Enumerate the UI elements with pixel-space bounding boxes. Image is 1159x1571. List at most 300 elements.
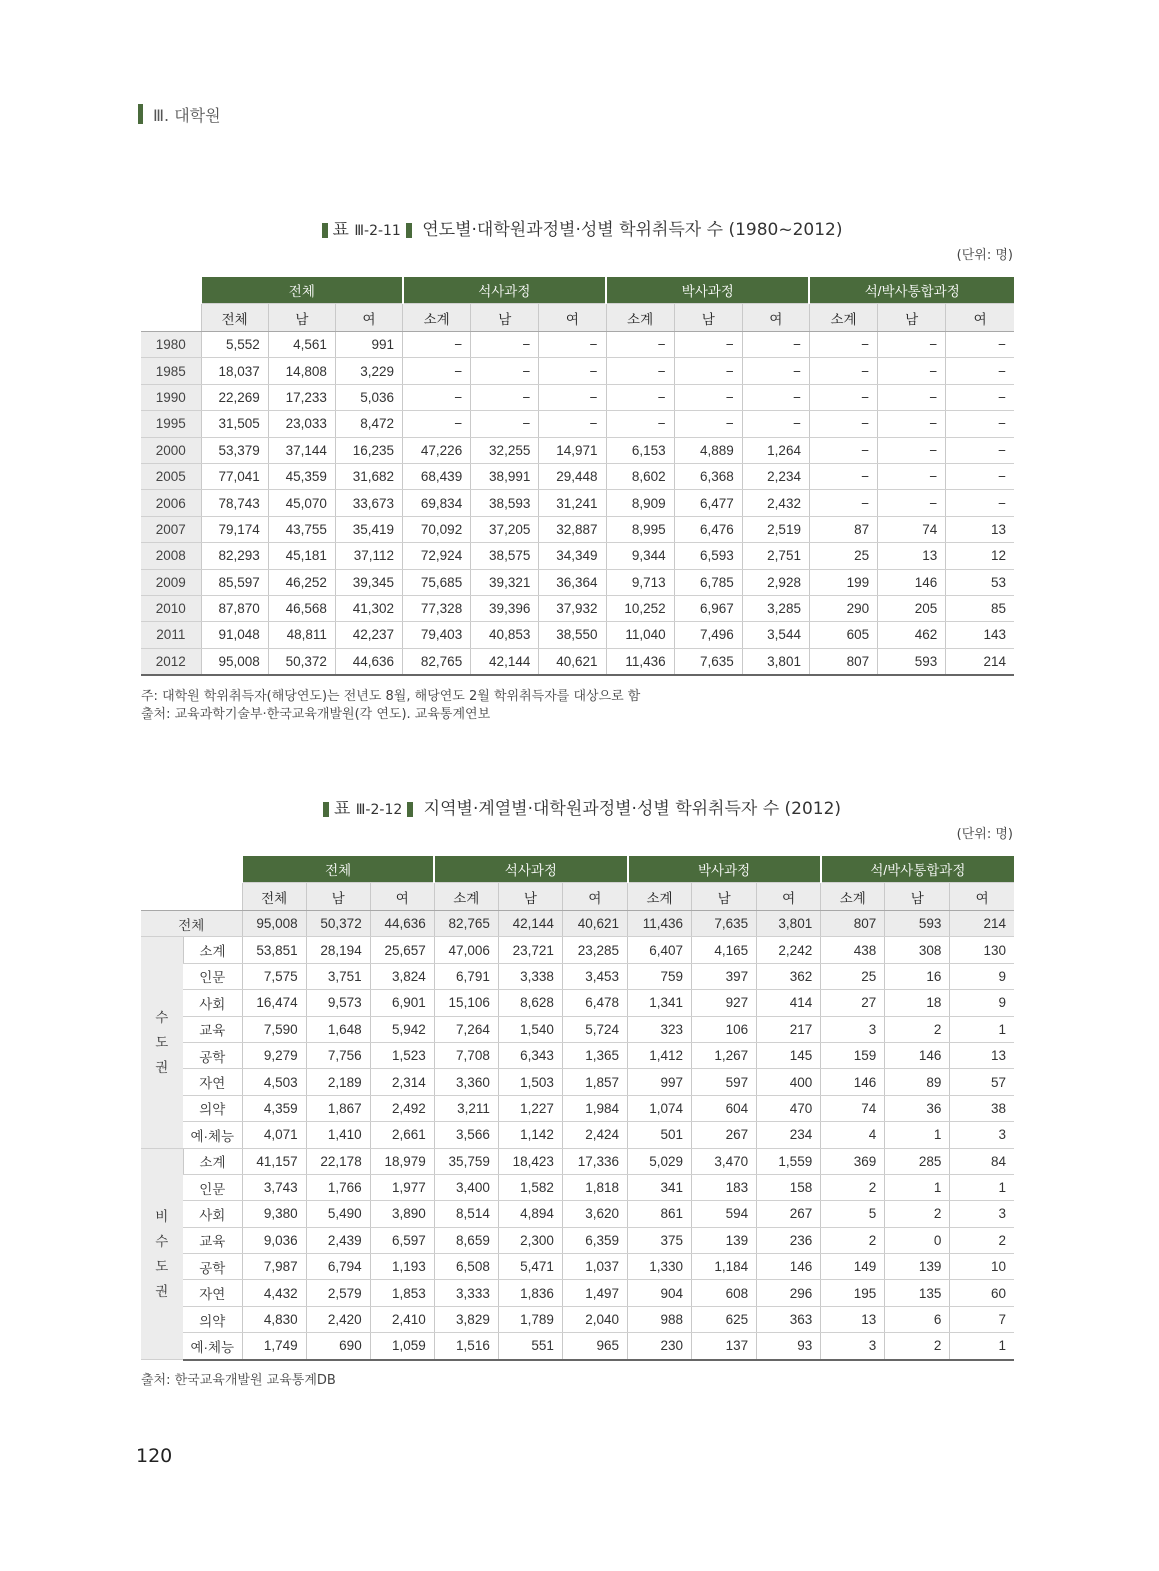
data-cell: 323 (628, 1016, 692, 1042)
data-cell: 8,659 (434, 1227, 498, 1253)
data-cell: 146 (821, 1069, 885, 1095)
column-header: 남 (268, 304, 335, 332)
data-cell: 13 (950, 1042, 1014, 1068)
data-cell: 70,092 (403, 516, 471, 542)
data-cell: − (878, 332, 946, 358)
caption-marker (406, 223, 412, 238)
data-cell: 1 (950, 1016, 1014, 1042)
data-cell: 1,503 (498, 1069, 562, 1095)
data-cell: 462 (878, 622, 946, 648)
table-row (141, 516, 1014, 542)
data-cell: 6,407 (628, 937, 692, 963)
data-cell: 593 (878, 648, 946, 675)
data-cell: 2,432 (742, 490, 809, 516)
data-cell: 9,380 (242, 1201, 306, 1227)
data-cell: 38 (950, 1095, 1014, 1121)
data-cell: 470 (757, 1095, 821, 1121)
data-cell: 7,756 (306, 1042, 370, 1068)
data-cell: 3,743 (242, 1174, 306, 1200)
group-header: 석/박사통합과정 (821, 856, 1014, 883)
data-cell: 87 (809, 516, 877, 542)
year-cell: 2012 (141, 648, 201, 675)
data-cell: 2,492 (370, 1095, 434, 1121)
data-cell: 3,229 (335, 358, 402, 384)
data-cell: 1,516 (434, 1333, 498, 1360)
data-cell: 2 (885, 1333, 950, 1360)
group-header: 석/박사통합과정 (809, 277, 1014, 304)
data-cell: 965 (562, 1333, 627, 1360)
data-cell: 3 (821, 1016, 885, 1042)
data-cell: 146 (757, 1254, 821, 1280)
data-cell: 1,789 (498, 1306, 562, 1332)
category-cell: 교육 (183, 1016, 242, 1042)
data-cell: 7,590 (242, 1016, 306, 1042)
category-cell: 의약 (183, 1095, 242, 1121)
data-cell: 139 (885, 1254, 950, 1280)
data-cell: 36 (885, 1095, 950, 1121)
category-cell: 자연 (183, 1280, 242, 1306)
header-corner-blank (141, 856, 242, 883)
table-row (141, 1148, 1014, 1174)
data-cell: 75,685 (403, 569, 471, 595)
data-cell: − (878, 463, 946, 489)
year-cell: 2006 (141, 490, 201, 516)
table1-source: 출처: 교육과학기술부·한국교육개발원(각 연도). 교육통계연보 (141, 707, 491, 722)
data-cell: 369 (821, 1148, 885, 1174)
data-cell: 44,636 (335, 648, 402, 675)
table1-note: 주: 대학원 학위취득자(해당연도)는 전년도 8월, 해당연도 2월 학위취득자를 대상으로 함 (141, 689, 641, 704)
data-cell: 1,857 (562, 1069, 627, 1095)
data-cell: 2,439 (306, 1227, 370, 1253)
data-cell: 1 (950, 1333, 1014, 1360)
header-corner-blank (141, 277, 201, 304)
data-cell: 9,573 (306, 990, 370, 1016)
data-cell: 106 (692, 1016, 757, 1042)
data-cell: 290 (809, 595, 877, 621)
data-cell: 2,314 (370, 1069, 434, 1095)
year-cell: 1980 (141, 332, 201, 358)
category-cell: 예·체능 (183, 1122, 242, 1148)
data-cell: 3,453 (562, 963, 627, 989)
data-cell: 0 (885, 1227, 950, 1253)
data-cell: 31,505 (201, 411, 268, 437)
data-cell: 414 (757, 990, 821, 1016)
chapter-heading (138, 103, 221, 125)
data-cell: 39,321 (471, 569, 539, 595)
column-header: 남 (498, 883, 562, 911)
data-cell: 82,293 (201, 543, 268, 569)
data-cell: 6,785 (674, 569, 742, 595)
data-cell: 8,628 (498, 990, 562, 1016)
table-row (141, 1069, 1014, 1095)
data-cell: 46,568 (268, 595, 335, 621)
data-cell: 4,889 (674, 437, 742, 463)
column-header: 전체 (201, 304, 268, 332)
data-cell: 604 (692, 1095, 757, 1121)
data-cell: 4,561 (268, 332, 335, 358)
category-cell: 의약 (183, 1306, 242, 1332)
data-cell: 42,144 (471, 648, 539, 675)
data-cell: 6,791 (434, 963, 498, 989)
data-cell: 42,144 (498, 911, 562, 937)
data-cell: 1,766 (306, 1174, 370, 1200)
data-cell: 69,834 (403, 490, 471, 516)
data-cell: 1 (950, 1174, 1014, 1200)
data-cell: 1,559 (757, 1148, 821, 1174)
data-cell: 13 (821, 1306, 885, 1332)
data-cell: 41,157 (242, 1148, 306, 1174)
chapter-title: Ⅲ. 대학원 (153, 105, 221, 125)
data-cell: 1,365 (562, 1042, 627, 1068)
data-cell: 267 (692, 1122, 757, 1148)
data-cell: 38,575 (471, 543, 539, 569)
category-cell: 소계 (183, 1148, 242, 1174)
column-header: 여 (335, 304, 402, 332)
data-cell: 23,285 (562, 937, 627, 963)
data-cell: 2,410 (370, 1306, 434, 1332)
data-cell: − (471, 332, 539, 358)
data-cell: 234 (757, 1122, 821, 1148)
data-cell: 1,818 (562, 1174, 627, 1200)
table-row (141, 358, 1014, 384)
year-cell: 2000 (141, 437, 201, 463)
data-cell: 95,008 (201, 648, 268, 675)
data-cell: 13 (946, 516, 1014, 542)
data-cell: 1,341 (628, 990, 692, 1016)
region-label: 비 수 도 권 (141, 1148, 183, 1360)
data-cell: 6,593 (674, 543, 742, 569)
data-cell: − (539, 384, 606, 410)
data-cell: 183 (692, 1174, 757, 1200)
data-cell: 5 (821, 1201, 885, 1227)
data-cell: 22,269 (201, 384, 268, 410)
data-cell: 2,751 (742, 543, 809, 569)
table2-caption-title: 지역별·계열별·대학원과정별·성별 학위취득자 수 (2012) (423, 799, 842, 819)
data-cell: 37,144 (268, 437, 335, 463)
data-cell: 38,593 (471, 490, 539, 516)
data-cell: 159 (821, 1042, 885, 1068)
data-cell: 139 (692, 1227, 757, 1253)
data-cell: 9,344 (606, 543, 674, 569)
caption-marker (407, 802, 413, 817)
data-cell: 9 (950, 990, 1014, 1016)
column-header: 여 (757, 883, 821, 911)
data-cell: − (606, 358, 674, 384)
data-cell: 38,550 (539, 622, 606, 648)
data-cell: 3,211 (434, 1095, 498, 1121)
table-row (141, 411, 1014, 437)
data-cell: 807 (809, 648, 877, 675)
data-cell: − (946, 384, 1014, 410)
data-cell: 145 (757, 1042, 821, 1068)
data-cell: 60 (950, 1280, 1014, 1306)
column-header: 소계 (809, 304, 877, 332)
data-cell: 1,648 (306, 1016, 370, 1042)
data-cell: 7,575 (242, 963, 306, 989)
data-cell: 6,901 (370, 990, 434, 1016)
data-cell: 37,932 (539, 595, 606, 621)
data-cell: 45,181 (268, 543, 335, 569)
caption-marker (323, 802, 329, 817)
data-cell: − (606, 384, 674, 410)
data-cell: 77,328 (403, 595, 471, 621)
group-header: 석사과정 (434, 856, 627, 883)
data-cell: 1,836 (498, 1280, 562, 1306)
data-cell: 77,041 (201, 463, 268, 489)
data-cell: 57 (950, 1069, 1014, 1095)
data-cell: 904 (628, 1280, 692, 1306)
data-cell: − (878, 411, 946, 437)
data-cell: − (878, 384, 946, 410)
data-cell: 48,811 (268, 622, 335, 648)
data-cell: 7,264 (434, 1016, 498, 1042)
year-cell: 2005 (141, 463, 201, 489)
data-cell: 41,302 (335, 595, 402, 621)
column-header: 남 (306, 883, 370, 911)
data-cell: 89 (885, 1069, 950, 1095)
data-cell: 195 (821, 1280, 885, 1306)
data-cell: 3,620 (562, 1201, 627, 1227)
year-cell: 2008 (141, 543, 201, 569)
data-cell: − (674, 358, 742, 384)
data-cell: 32,255 (471, 437, 539, 463)
category-cell: 소계 (183, 937, 242, 963)
column-header: 소계 (606, 304, 674, 332)
table2-caption (0, 794, 1159, 819)
data-cell: 205 (878, 595, 946, 621)
category-cell: 사회 (183, 1201, 242, 1227)
data-cell: 32,887 (539, 516, 606, 542)
data-cell: 4,432 (242, 1280, 306, 1306)
data-cell: 9,713 (606, 569, 674, 595)
data-cell: 759 (628, 963, 692, 989)
data-cell: 68,439 (403, 463, 471, 489)
data-cell: 7,708 (434, 1042, 498, 1068)
data-cell: 2,661 (370, 1122, 434, 1148)
group-header: 석사과정 (403, 277, 606, 304)
data-cell: 605 (809, 622, 877, 648)
data-cell: 6,476 (674, 516, 742, 542)
table1-unit: (단위: 명) (956, 248, 1013, 263)
data-cell: 3,338 (498, 963, 562, 989)
data-cell: 13 (878, 543, 946, 569)
data-cell: 27 (821, 990, 885, 1016)
column-header: 남 (878, 304, 946, 332)
year-cell: 1990 (141, 384, 201, 410)
data-cell: − (539, 411, 606, 437)
data-cell: 438 (821, 937, 885, 963)
data-cell: 807 (821, 911, 885, 937)
data-cell: − (878, 358, 946, 384)
data-cell: 397 (692, 963, 757, 989)
data-cell: 22,178 (306, 1148, 370, 1174)
table-row (141, 1122, 1014, 1148)
data-cell: 53,851 (242, 937, 306, 963)
data-cell: − (539, 332, 606, 358)
category-cell: 인문 (183, 963, 242, 989)
table-row (141, 384, 1014, 410)
table1-group-header-row (141, 277, 1014, 304)
data-cell: 1 (885, 1122, 950, 1148)
table-row (141, 990, 1014, 1016)
data-cell: 39,345 (335, 569, 402, 595)
data-cell: 1,497 (562, 1280, 627, 1306)
data-cell: 3 (821, 1333, 885, 1360)
data-cell: 362 (757, 963, 821, 989)
data-cell: 6,794 (306, 1254, 370, 1280)
data-cell: 9,279 (242, 1042, 306, 1068)
data-cell: 988 (628, 1306, 692, 1332)
data-cell: 3,566 (434, 1122, 498, 1148)
data-cell: 53 (946, 569, 1014, 595)
data-cell: 36,364 (539, 569, 606, 595)
data-cell: − (539, 358, 606, 384)
data-cell: 4,894 (498, 1201, 562, 1227)
data-cell: 1,074 (628, 1095, 692, 1121)
category-cell: 교육 (183, 1227, 242, 1253)
data-cell: 44,636 (370, 911, 434, 937)
page-number: 120 (136, 1445, 173, 1467)
data-cell: 2,040 (562, 1306, 627, 1332)
table-row (141, 963, 1014, 989)
data-cell: 11,436 (628, 911, 692, 937)
data-cell: − (878, 490, 946, 516)
data-cell: 29,448 (539, 463, 606, 489)
data-cell: 53,379 (201, 437, 268, 463)
table-row (141, 1174, 1014, 1200)
data-cell: 2 (950, 1227, 1014, 1253)
data-cell: 1,059 (370, 1333, 434, 1360)
data-cell: 74 (821, 1095, 885, 1121)
total-row (141, 911, 1014, 937)
data-cell: 363 (757, 1306, 821, 1332)
group-header: 박사과정 (628, 856, 821, 883)
data-cell: 1,540 (498, 1016, 562, 1042)
data-cell: 308 (885, 937, 950, 963)
data-cell: 15,106 (434, 990, 498, 1016)
data-cell: 5,029 (628, 1148, 692, 1174)
data-cell: 7,635 (692, 911, 757, 937)
data-cell: − (809, 332, 877, 358)
data-cell: 3,801 (757, 911, 821, 937)
data-cell: 1,330 (628, 1254, 692, 1280)
data-cell: 9 (950, 963, 1014, 989)
column-header: 여 (946, 304, 1014, 332)
data-cell: 3 (950, 1122, 1014, 1148)
column-header: 여 (539, 304, 606, 332)
data-cell: 47,006 (434, 937, 498, 963)
data-cell: 158 (757, 1174, 821, 1200)
data-cell: 3,470 (692, 1148, 757, 1174)
data-cell: 3 (950, 1201, 1014, 1227)
data-cell: 91,048 (201, 622, 268, 648)
data-cell: 1,984 (562, 1095, 627, 1121)
data-cell: 625 (692, 1306, 757, 1332)
data-cell: 375 (628, 1227, 692, 1253)
data-cell: 10,252 (606, 595, 674, 621)
data-cell: 7 (950, 1306, 1014, 1332)
data-cell: 608 (692, 1280, 757, 1306)
column-header: 전체 (242, 883, 306, 911)
data-cell: 1,142 (498, 1122, 562, 1148)
group-header: 박사과정 (606, 277, 809, 304)
data-cell: 1,977 (370, 1174, 434, 1200)
data-cell: 3,824 (370, 963, 434, 989)
data-cell: 861 (628, 1201, 692, 1227)
data-cell: 12 (946, 543, 1014, 569)
data-cell: − (742, 332, 809, 358)
data-cell: 285 (885, 1148, 950, 1174)
column-header: 소계 (821, 883, 885, 911)
data-cell: 927 (692, 990, 757, 1016)
data-cell: 50,372 (268, 648, 335, 675)
data-cell: 50,372 (306, 911, 370, 937)
data-cell: 5,552 (201, 332, 268, 358)
data-cell: 5,471 (498, 1254, 562, 1280)
data-cell: 45,070 (268, 490, 335, 516)
data-cell: − (809, 384, 877, 410)
chapter-marker (138, 104, 143, 124)
data-cell: 10 (950, 1254, 1014, 1280)
data-cell: − (471, 358, 539, 384)
data-cell: 6,153 (606, 437, 674, 463)
data-cell: 7,987 (242, 1254, 306, 1280)
data-cell: 1,412 (628, 1042, 692, 1068)
table-row (141, 1333, 1014, 1360)
year-cell: 2010 (141, 595, 201, 621)
data-cell: 7,635 (674, 648, 742, 675)
data-cell: − (946, 463, 1014, 489)
table-row (141, 1201, 1014, 1227)
data-cell: 25,657 (370, 937, 434, 963)
data-cell: 2,420 (306, 1306, 370, 1332)
data-cell: 341 (628, 1174, 692, 1200)
data-cell: 4,359 (242, 1095, 306, 1121)
data-cell: 14,808 (268, 358, 335, 384)
data-cell: 85,597 (201, 569, 268, 595)
table1-caption-number: Ⅲ-2-11 (354, 223, 401, 239)
data-cell: 40,621 (562, 911, 627, 937)
table1-caption-title: 연도별·대학원과정별·성별 학위취득자 수 (1980~2012) (422, 220, 843, 240)
data-cell: 8,909 (606, 490, 674, 516)
column-header: 소계 (403, 304, 471, 332)
data-cell: 3,285 (742, 595, 809, 621)
data-cell: 1 (885, 1174, 950, 1200)
data-cell: 82,765 (403, 648, 471, 675)
table1-sub-header-row (141, 304, 1014, 332)
group-header: 전체 (242, 856, 434, 883)
data-cell: 2 (821, 1174, 885, 1200)
data-cell: 3,890 (370, 1201, 434, 1227)
data-cell: 5,724 (562, 1016, 627, 1042)
data-cell: − (809, 463, 877, 489)
data-cell: − (946, 332, 1014, 358)
data-cell: 9,036 (242, 1227, 306, 1253)
data-cell: 2,300 (498, 1227, 562, 1253)
data-cell: 2 (885, 1201, 950, 1227)
data-cell: 6,597 (370, 1227, 434, 1253)
data-cell: 17,336 (562, 1148, 627, 1174)
table2-caption-prefix: 표 (333, 799, 351, 819)
data-cell: 2,928 (742, 569, 809, 595)
data-cell: 1,523 (370, 1042, 434, 1068)
data-cell: − (878, 437, 946, 463)
data-cell: 130 (950, 937, 1014, 963)
data-cell: 146 (878, 569, 946, 595)
data-cell: 1,267 (692, 1042, 757, 1068)
data-cell: 18,979 (370, 1148, 434, 1174)
data-cell: 16 (885, 963, 950, 989)
